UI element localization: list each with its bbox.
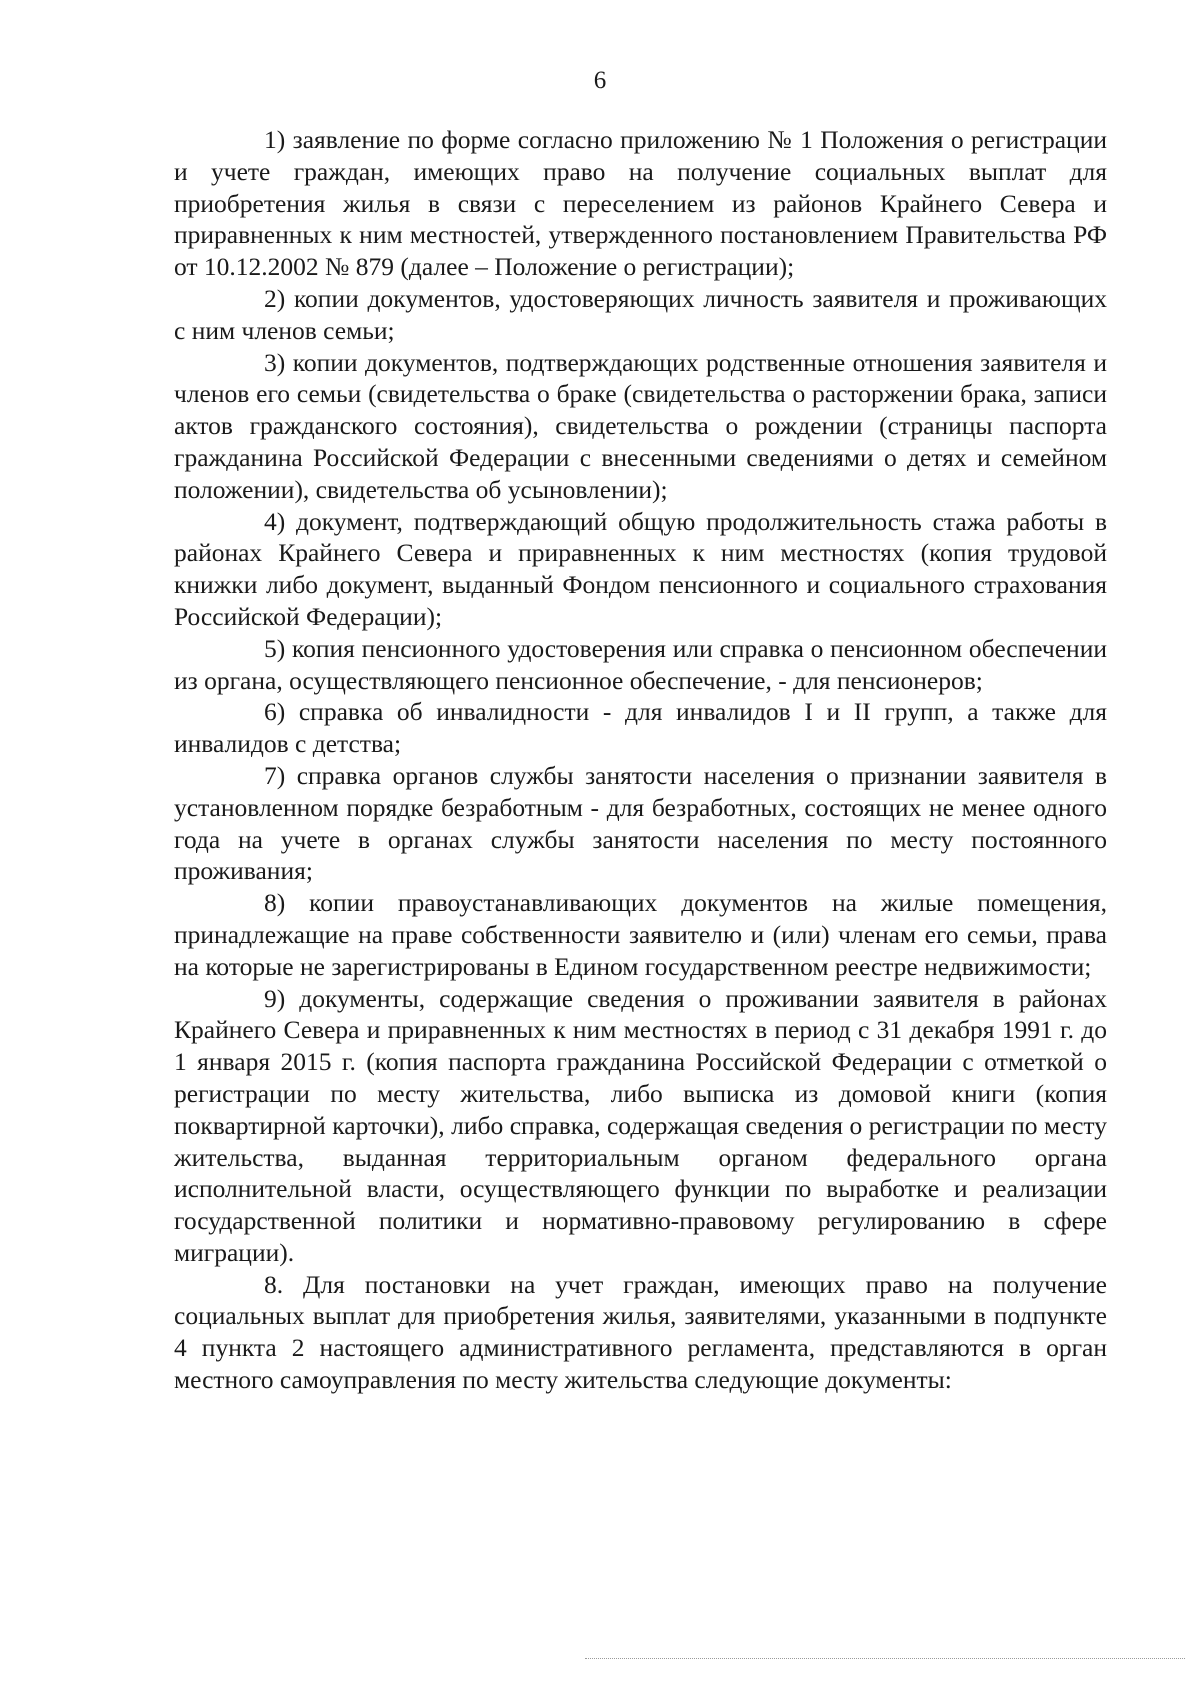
list-item-9: 9) документы, содержащие сведения о проживании заявителя в районах Крайнего Севера и приравненных к ним местностях в период с 31 декабря 1991 г. до 1 января 2015 г. (копия паспорта гражданина Российской Федерации с отметкой о регистрации по месту жительства, либо выписка из домовой книги (копия поквартирной карточки), либо справка, содержащая сведения о регистрации по месту жительства, выданная территориальным органом федерального органа исполнительной власти, осуществляющего функции по выработке и реализации государственной политики и нормативно-правовому регулированию в сфере миграции). — [174, 983, 1107, 1267]
list-item-3: 3) копии документов, подтверждающих родственные отношения заявителя и членов его семьи (свидетельства о браке (свидетельства о расторжении брака, записи актов гражданского состояния), свидетельства о рождении (страницы паспорта гражданина Российской Федерации с внесенными сведениями о детях и семейном положении), свидетельства об усыновлении); — [174, 347, 1107, 504]
list-item-6: 6) справка об инвалидности - для инвалидов I и II групп, а также для инвалидов с детства; — [174, 697, 1107, 759]
list-item-8: 8) копии правоустанавливающих документов на жилые помещения, принадлежащие на праве собственности заявителю и (или) членам его семьи, права на которые не зарегистрированы в Едином государственном реестре недвижимости; — [174, 888, 1107, 981]
list-item-2: 2) копии документов, удостоверяющих личность заявителя и проживающих с ним членов семьи; — [174, 283, 1107, 345]
scan-edge-line — [585, 1658, 1185, 1659]
clause-8-paragraph: 8. Для постановки на учет граждан, имеющих право на получение социальных выплат для приобретения жилья, заявителями, указанными в подпункте 4 пункта 2 настоящего административного регламента, представляются в орган местного самоуправления по месту жительства следующие документы: — [174, 1269, 1107, 1395]
list-item-5: 5) копия пенсионного удостоверения или справка о пенсионном обеспечении из органа, осуществляющего пенсионное обеспечение, - для пенсионеров; — [174, 633, 1107, 695]
list-item-4: 4) документ, подтверждающий общую продолжительность стажа работы в районах Крайнего Севера и приравненных к ним местностях (копия трудовой книжки либо документ, выданный Фондом пенсионного и социального страхования Российской Федерации); — [174, 506, 1107, 631]
page-number: 6 — [593, 67, 607, 94]
list-item-1: 1) заявление по форме согласно приложению № 1 Положения о регистрации и учете граждан, имеющих право на получение социальных выплат для приобретения жилья в связи с переселением из районов Крайнего Севера и приравненных к ним местностей, утвержденного постановлением Правительства РФ от 10.12.2002 № 879 (далее – Положение о регистрации); — [174, 125, 1107, 282]
list-item-7: 7) справка органов службы занятости населения о признании заявителя в установленном порядке безработным - для безработных, состоящих не менее одного года на учете в органах службы занятости населения по месту постоянного проживания; — [174, 760, 1107, 886]
document-body — [174, 124, 1107, 1396]
